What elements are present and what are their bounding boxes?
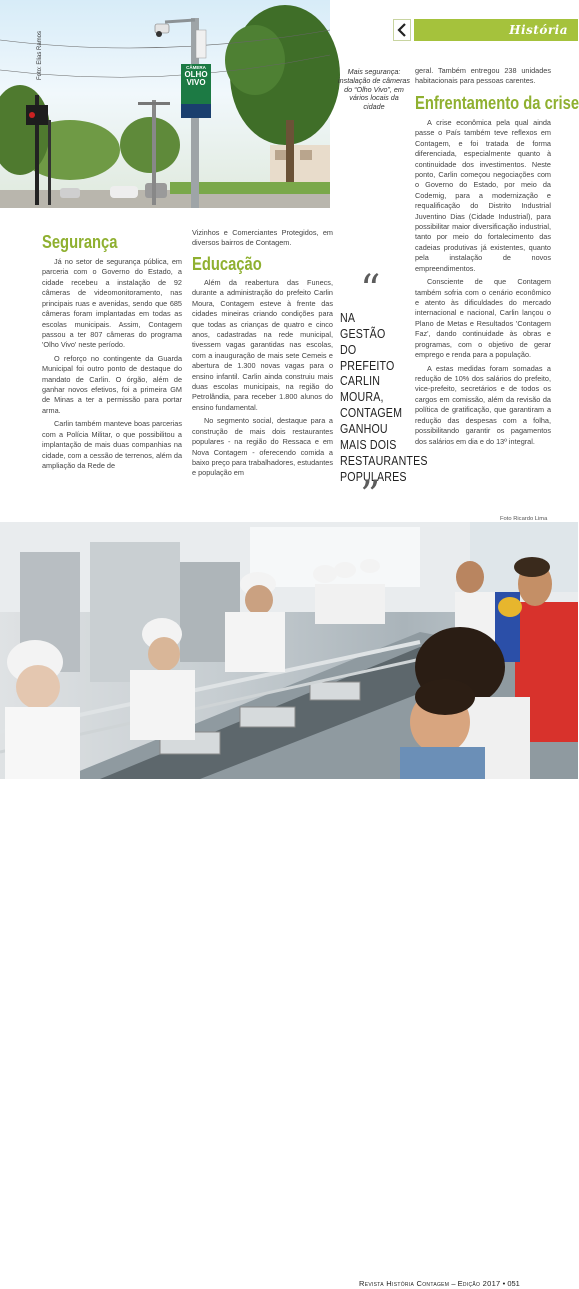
pull-quote-text: NA GESTÃO DO PREFEITO CARLIN MOURA, CONTAGEM GANHOU MAIS DOIS RESTAURANTES POPULARES: [340, 310, 428, 484]
column-educacao: [192, 228, 333, 482]
open-quote-icon: “: [360, 267, 381, 313]
sign-line2: OLHO: [184, 69, 208, 79]
photo-caption: Mais segurança: instalação de câmeras do “Olho Vivo”, em vários locais da cidade: [338, 67, 410, 112]
page-footer: [356, 1278, 523, 1289]
sign-line3: VIVO: [186, 78, 206, 88]
paragraph: A estas medidas foram somadas a redução de 10% dos salários do prefeito, vice-prefeito, secretários e de todos os cargos em comissão, além da revisão da política de gratificação, que garantiram a redução das despesas com a folha, possibilitando garantir os pagamentos dos salários em dia e do 13º integral.: [415, 363, 551, 446]
top-photo-credit: Foto: Elias Ramos: [37, 30, 43, 80]
column-seguranca: [42, 233, 182, 474]
restaurant-photo: [0, 522, 578, 1288]
restaurant-scene-illustration: [0, 522, 578, 779]
footer-magazine: Revista História Contagem: [359, 1279, 450, 1288]
paragraph: A crise econômica pela qual ainda passe o País também teve reflexos em Contagem, e foi tratada de forma diferenciada, especialmente quanto à continuidade dos investimentos. Neste ponto, Carlin começou negociações com o Governo do Estado, por meio da Codemig, para a modernização e requalificação do Distrito Industrial Juventino Dias (Cidade Industrial), para possibilitar maior diversificação industrial, tanto por meio do fortalecimento das cadeias produtivas já existentes, quanto pela instalação de novos empreendimentos.: [415, 117, 551, 273]
close-quote-icon: ”: [360, 473, 381, 519]
back-button[interactable]: [393, 19, 411, 41]
olho-vivo-sign: [181, 66, 211, 88]
street-scene-illustration: [0, 0, 330, 208]
paragraph: Carlin também manteve boas parcerias com a Polícia Militar, o que possibilitou a implantação de mais duas companhias na cidade, com a cessão de terrenos, além da ampliação da Rede de: [42, 419, 182, 471]
bottom-photo-credit: Foto Ricardo Lima: [500, 516, 548, 522]
footer-separator: –: [451, 1279, 458, 1288]
chevron-left-icon: [397, 23, 407, 37]
paragraph-continuation: geral. Também entregou 238 unidades habitacionais para pessoas carentes.: [415, 66, 551, 86]
heading-educacao: Educação: [192, 253, 262, 274]
heading-crise: Enfrentamento da crise: [415, 92, 579, 113]
paragraph: O reforço no contingente da Guarda Municipal foi outro ponto de destaque do mandato de Carlin. O órgão, além de ganhar novos efetivos, foi a primeira GM de Minas a ter a permissão para portar arma.: [42, 353, 182, 415]
footer-page-number: 051: [507, 1279, 520, 1288]
section-title: História: [414, 19, 578, 41]
street-camera-photo: [0, 0, 330, 208]
footer-bullet: •: [502, 1279, 508, 1288]
paragraph: Já no setor de segurança pública, em parceria com o Governo do Estado, a cidade recebeu a instalação de 92 câmeras de videomonitoramento, nas principais ruas e avenidas, sendo que 685 câmeras foram implantadas em todas as escolas municipais. Assim, Contagem passou a ter 807 câmeras do programa 'Olho Vivo' neste período.: [42, 257, 182, 350]
paragraph-continuation: Vizinhos e Comerciantes Protegidos, em diversos bairros de Contagem.: [192, 228, 333, 248]
paragraph: Além da reabertura das Funecs, durante a administração do prefeito Carlin Moura, Contagem esteve à frente das cidades mineiras criando condições para que todas as crianças de quatro e cinco anos, cadastradas na rede municipal, tivessem vagas garantidas nas escolas, com a inauguração de mais sete Cemeis e abertura de 1.300 novas vagas para o ensino infantil. Carlin ainda construiu mais duas escolas municipais, na região do Petrolândia, para receber 1.800 alunos do ensino fundamental.: [192, 277, 333, 412]
column-crise: [415, 66, 579, 450]
paragraph: No segmento social, destaque para a construção de mais dois restaurantes populares - na região do Ressaca e em Nova Contagem - oferecendo comida a baixo preço para trabalhadores, estudantes e população em: [192, 416, 333, 478]
paragraph: Consciente de que Contagem também sofria com o cenário econômico e atento às dificuldades do mercado internacional e nacional, Carlin lançou o Plano de Metas e Resultados 'Contagem Faz', dando continuidade às obras e programas, com o objetivo de gerar emprego e renda para a população.: [415, 277, 551, 360]
pull-quote: [338, 267, 428, 519]
footer-edition: Edição 2017: [457, 1279, 501, 1288]
sign-line1: CÂMERA: [186, 65, 206, 70]
heading-seguranca: Segurança: [42, 232, 118, 252]
